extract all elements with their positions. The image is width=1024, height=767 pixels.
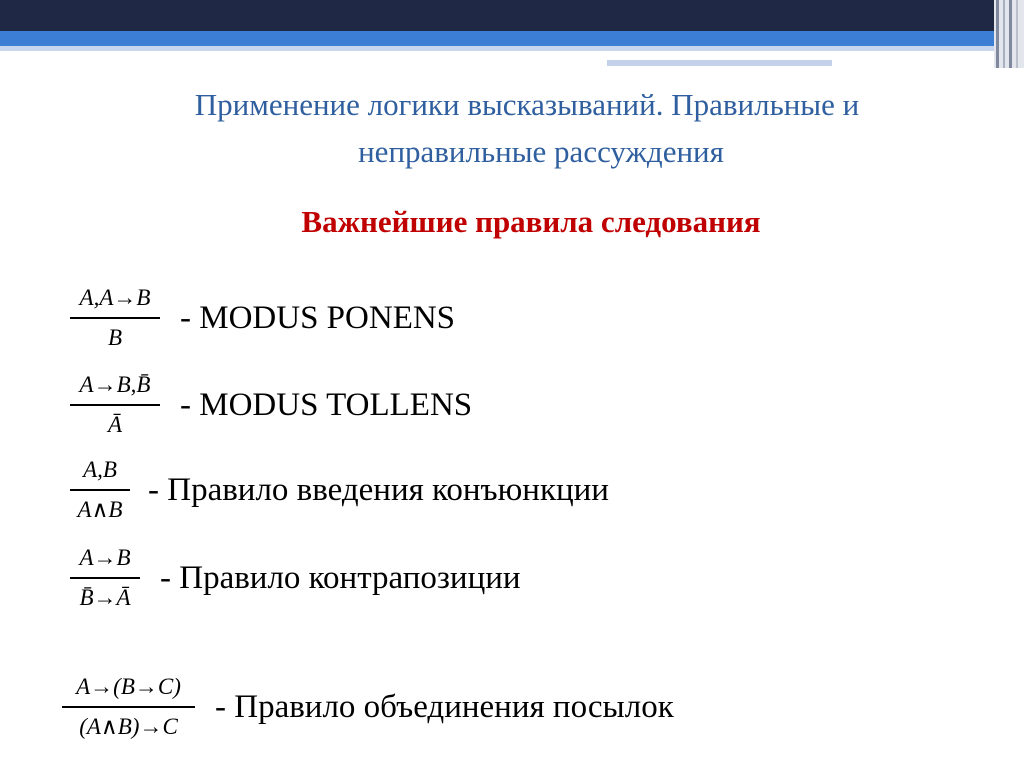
header-vertical-stripe bbox=[1009, 0, 1012, 68]
rule-fraction bbox=[70, 285, 160, 351]
rule-numerator: A,A→B bbox=[79, 285, 151, 310]
rule-label: - Правило контрапозиции bbox=[160, 559, 521, 596]
rule-numerator: A,B bbox=[83, 457, 117, 482]
rule-fraction bbox=[70, 457, 130, 523]
rule-numerator: A→B bbox=[79, 545, 131, 570]
header-band-dark bbox=[0, 0, 994, 31]
rule-premise-combination bbox=[62, 674, 674, 740]
header-band-light bbox=[0, 46, 994, 51]
slide-title-line-1: Применение логики высказываний. Правильные и bbox=[194, 87, 860, 122]
rule-fraction bbox=[70, 372, 160, 438]
fraction-line bbox=[70, 577, 140, 579]
slide-subtitle: Важнейшие правила следования bbox=[301, 204, 761, 239]
rule-denominator: (A∧B)→C bbox=[79, 714, 178, 739]
header-band-blue bbox=[0, 31, 994, 46]
rule-modus-ponens bbox=[70, 285, 455, 351]
slide-title-line-2: неправильные рассуждения bbox=[358, 134, 724, 169]
fraction-line bbox=[70, 489, 130, 491]
rule-denominator: B bbox=[107, 325, 123, 350]
rule-fraction bbox=[70, 545, 140, 611]
rule-numerator: A→(B→C) bbox=[76, 674, 181, 699]
header-vertical-stripe bbox=[1003, 0, 1005, 68]
fraction-line bbox=[70, 317, 160, 319]
header-band-thin bbox=[607, 60, 832, 66]
rule-modus-tollens bbox=[70, 372, 472, 438]
rule-denominator: A∧B bbox=[77, 497, 123, 522]
rule-denominator: B̄→Ā bbox=[79, 585, 131, 610]
rule-denominator: Ā bbox=[107, 412, 123, 437]
fraction-line bbox=[62, 706, 195, 708]
header-vertical-stripe bbox=[1016, 0, 1018, 68]
rule-label: - Правило объединения посылок bbox=[215, 688, 674, 725]
rule-label: - Правило введения конъюнкции bbox=[148, 471, 609, 508]
fraction-line bbox=[70, 404, 160, 406]
rule-conjunction-introduction bbox=[70, 457, 609, 523]
rule-contraposition bbox=[70, 545, 521, 611]
rule-numerator: A→B,B̄ bbox=[79, 372, 151, 397]
rule-label: - MODUS PONENS bbox=[180, 299, 456, 336]
rule-label: - MODUS TOLLENS bbox=[180, 386, 473, 423]
header-vertical-stripe bbox=[996, 0, 999, 68]
rule-fraction bbox=[62, 674, 195, 740]
